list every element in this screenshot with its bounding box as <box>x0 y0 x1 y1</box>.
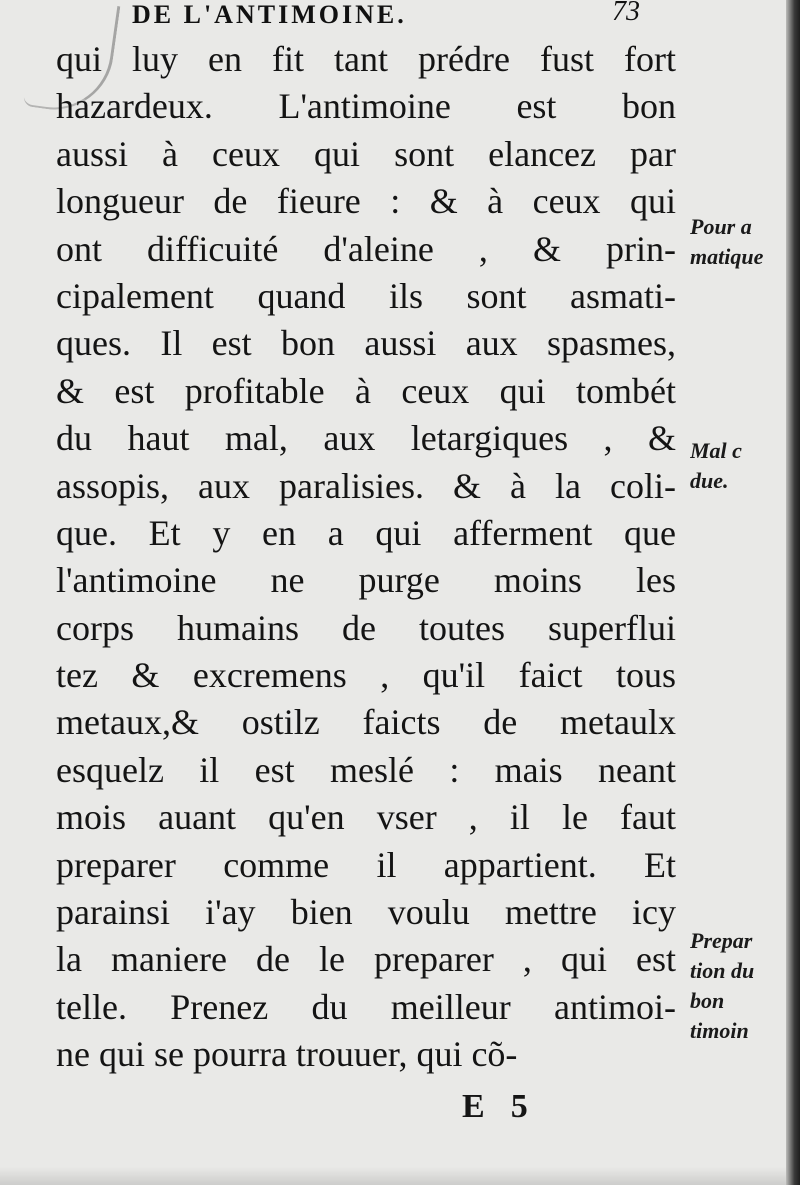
text-line: corps humains de toutes superflui <box>56 607 676 648</box>
margin-note-line: bon <box>690 988 725 1013</box>
signature-number: 5 <box>510 1088 554 1125</box>
margin-note-line: tion du <box>690 958 755 983</box>
text-line: tez & excremens , qu'il faict tous <box>56 655 676 696</box>
body-text <box>56 36 676 1079</box>
page-bottom-shadow <box>0 1167 800 1185</box>
margin-note-line: due. <box>690 468 729 493</box>
text-line: metaux,& ostilz faicts de metaulx <box>56 702 676 743</box>
margin-note-asthma <box>690 212 800 272</box>
text-line: ont difficuité d'aleine , & prin- <box>56 228 676 269</box>
running-header: DE L'ANTIMOINE. <box>132 0 407 29</box>
margin-note-line: Pour a <box>690 214 752 239</box>
text-line: longueur de fieure : & à ceux qui <box>56 181 676 222</box>
text-line: cipalement quand ils sont asmati- <box>56 275 676 316</box>
text-line: hazardeux. L'antimoine est bon <box>56 86 676 127</box>
text-line: mois auant qu'en vser , il le faut <box>56 797 676 838</box>
text-line: preparer comme il appartient. Et <box>56 844 676 885</box>
signature-mark <box>462 1088 554 1126</box>
text-line: ne qui se pourra trouuer, qui cõ- <box>56 1034 518 1075</box>
margin-note-line: matique <box>690 244 764 269</box>
text-line: parainsi i'ay bien voulu mettre icy <box>56 892 676 933</box>
text-line: esquelz il est meslé : mais neant <box>56 749 676 790</box>
margin-note-line: Mal c <box>690 438 742 463</box>
text-line: assopis, aux paralisies. & à la coli- <box>56 465 676 506</box>
margin-note-preparation <box>690 926 800 1046</box>
book-gutter <box>786 0 800 1185</box>
text-line: qui luy en fit tant prédre fust fort <box>56 39 676 79</box>
margin-note-line: Prepar <box>690 928 753 953</box>
text-line: la maniere de le preparer , qui est <box>56 939 676 980</box>
text-line: & est profitable à ceux qui tombét <box>56 370 676 411</box>
margin-note-falling-sickness <box>690 436 800 496</box>
page-number: 73 <box>612 0 640 27</box>
text-line: que. Et y en a qui afferment que <box>56 512 676 553</box>
text-line: ques. Il est bon aussi aux spasmes, <box>56 323 676 364</box>
text-line: l'antimoine ne purge moins les <box>56 560 676 601</box>
text-line: du haut mal, aux letargiques , & <box>56 418 676 459</box>
text-line: telle. Prenez du meilleur antimoi- <box>56 986 676 1027</box>
margin-note-line: timoin <box>690 1018 749 1043</box>
text-line: aussi à ceux qui sont elancez par <box>56 133 676 174</box>
signature-letter: E <box>462 1088 511 1125</box>
